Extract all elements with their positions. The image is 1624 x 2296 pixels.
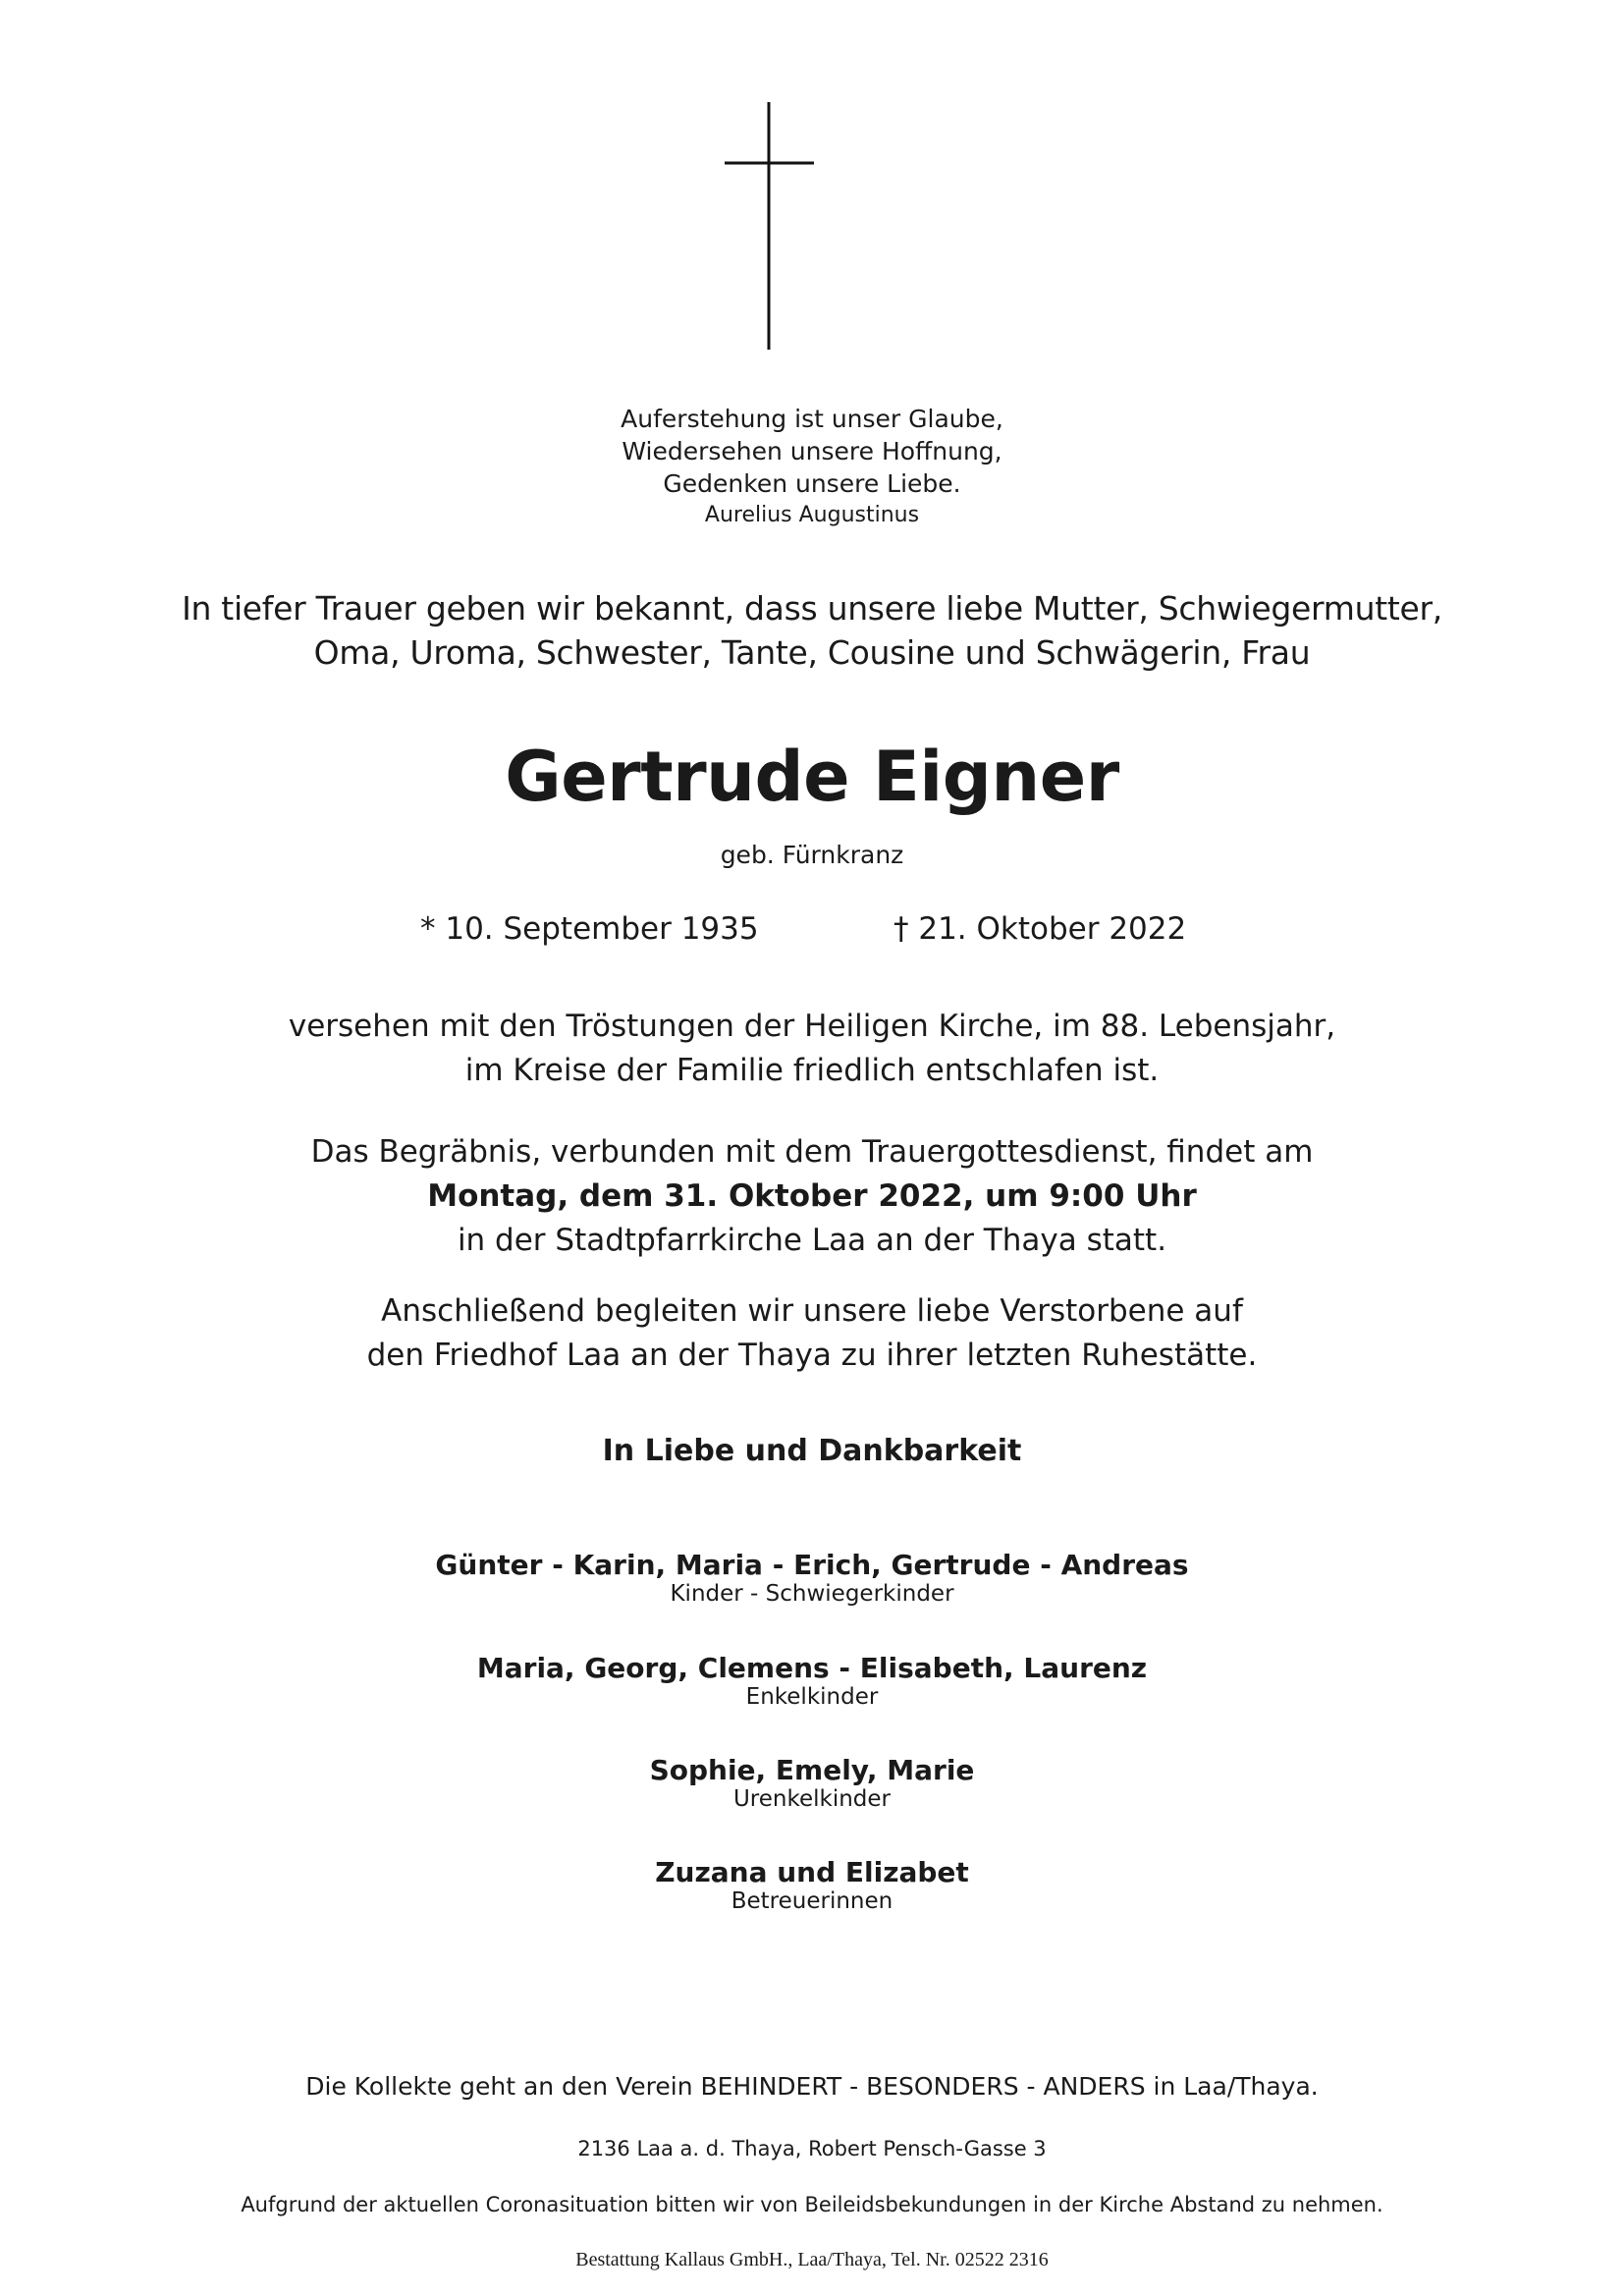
passing-text <box>0 1005 1624 1093</box>
burial-text <box>0 1289 1624 1378</box>
birth-date: * 10. September 1935 <box>420 911 759 947</box>
quote-line: Gedenken unsere Liebe. <box>663 469 961 498</box>
family-role: Urenkelkinder <box>732 1786 892 1812</box>
corona-notice: Aufgrund der aktuellen Coronasituation bitten wir von Beileidsbekundungen in der Kirche Abstand zu nehmen. <box>241 2193 1383 2216</box>
quote-line: Wiedersehen unsere Hoffnung, <box>622 437 1002 465</box>
funeral-date: Montag, dem 31. Oktober 2022, um 9:00 Uhr <box>427 1178 1197 1214</box>
announcement-line: In tiefer Trauer geben wir bekannt, dass unsere liebe Mutter, Schwiegermutter, <box>182 589 1442 628</box>
funeral-text <box>0 1130 1624 1263</box>
undertaker-info: Bestattung Kallaus GmbH., Laa/Thaya, Tel. Nr. 02522 2316 <box>575 2249 1049 2270</box>
family-group <box>0 1856 1624 1914</box>
family-names: Günter - Karin, Maria - Erich, Gertrude - Andreas <box>435 1549 1189 1581</box>
quote <box>0 403 1624 500</box>
family-names: Zuzana und Elizabet <box>655 1856 969 1888</box>
death-date: † 21. Oktober 2022 <box>893 911 1187 947</box>
birth-name: geb. Fürnkranz <box>720 841 904 869</box>
announcement <box>0 586 1624 675</box>
quote-line: Auferstehung ist unser Glaube, <box>621 405 1003 433</box>
family-role: Enkelkinder <box>745 1684 879 1710</box>
funeral-line: in der Stadtpfarrkirche Laa an der Thaya statt. <box>457 1223 1167 1258</box>
family-group <box>0 1652 1624 1710</box>
family-role: Betreuerinnen <box>731 1888 893 1914</box>
signature-title: In Liebe und Dankbarkeit <box>602 1434 1022 1468</box>
family-group <box>0 1754 1624 1812</box>
burial-line: den Friedhof Laa an der Thaya zu ihrer letzten Ruhestätte. <box>366 1338 1258 1373</box>
passing-line: versehen mit den Tröstungen der Heiligen Kirche, im 88. Lebensjahr, <box>288 1009 1336 1044</box>
family-names: Sophie, Emely, Marie <box>649 1754 975 1786</box>
address: 2136 Laa a. d. Thaya, Robert Pensch-Gasse 3 <box>577 2137 1047 2160</box>
funeral-line: Das Begräbnis, verbunden mit dem Trauergottesdienst, findet am <box>310 1134 1314 1170</box>
deceased-name: Gertrude Eigner <box>505 737 1119 817</box>
passing-line: im Kreise der Familie friedlich entschlafen ist. <box>464 1053 1160 1088</box>
family-group <box>0 1549 1624 1607</box>
family-role: Kinder - Schwiegerkinder <box>670 1581 954 1607</box>
quote-author: Aurelius Augustinus <box>704 503 920 527</box>
announcement-line: Oma, Uroma, Schwester, Tante, Cousine und Schwägerin, Frau <box>313 633 1311 672</box>
cross-icon <box>0 0 1624 363</box>
collection-note: Die Kollekte geht an den Verein BEHINDERT - BESONDERS - ANDERS in Laa/Thaya. <box>305 2072 1319 2101</box>
family-names: Maria, Georg, Clemens - Elisabeth, Laurenz <box>476 1652 1148 1684</box>
burial-line: Anschließend begleiten wir unsere liebe Verstorbene auf <box>381 1293 1243 1329</box>
